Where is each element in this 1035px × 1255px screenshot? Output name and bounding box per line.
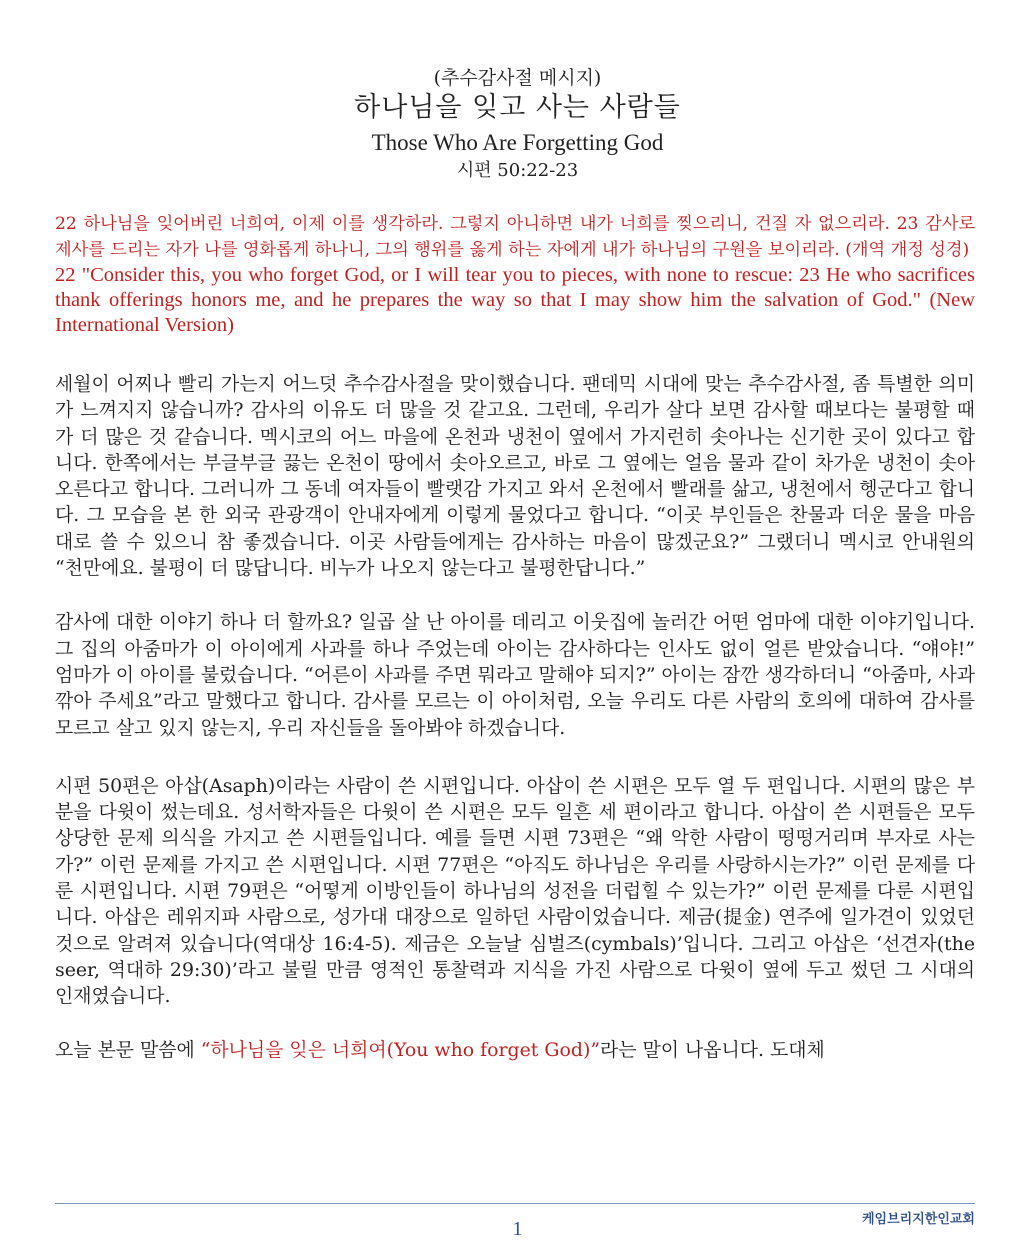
paragraph-3: 시편 50편은 아삽(Asaph)이라는 사람이 쓴 시편입니다. 아삽이 쓴 시편은 모두 열 두 편입니다. 시편의 많은 부분을 다윗이 썼는데요. 성서학자들은 다윗이 쓴 시편은 모두 일흔 세 편이라고 합니다. 아삽이 쓴 시편들은 모두 상당한 문제 의식을 가지고 쓴 시편들입니다. 예를 들면 시편 73편은 “왜 악한 사람이 떵떵거리며 부자로 사는가?” 이런 문제를 가지고 쓴 시편입니다. 시편 77편은 “아직도 하나님은 우리를 사랑하시는가?” 이런 문제를 다룬 시편입니다. 시편 79편은 “어떻게 이방인들이 하나님의 성전을 더럽힐 수 있는가?” 이런 문제를 다룬 시편입니다. 아삽은 레위지파 사람으로, 성가대 대장으로 일하던 사람이었습니다. 제금(提金) 연주에 일가견이 있었던 것으로 알려져 있습니다(역대상 16:4-5). 제금은 오늘날 심벌즈(cymbals)’입니다. 그리고 아삽은 ‘선견자(the seer, 역대하 29:30)’라고 불릴 만큼 영적인 통찰력과 지식을 가진 사람으로 다윗이 옆에 두고 썼던 그 시대의 인재였습니다. <box>55 774 975 1008</box>
sermon-title-english: Those Who Are Forgetting God <box>371 130 664 155</box>
paragraph-1: 세월이 어찌나 빨리 가는지 어느덧 추수감사절을 맞이했습니다. 팬데믹 시대에 맞는 추수감사절, 좀 특별한 의미가 느껴지지 않습니까? 감사의 이유도 더 많을 것 같고요. 그런데, 우리가 살다 보면 감사할 때보다는 불평할 때가 더 많은 것 같습니다. 멕시코의 어느 마을에 온천과 냉천이 옆에서 가지런히 솟아나는 신기한 곳이 있다고 합니다. 한쪽에서는 부글부글 끓는 온천이 땅에서 솟아오르고, 바로 그 옆에는 얼음 물과 같이 차가운 냉천이 솟아오른다고 합니다. 그러니까 그 동네 여자들이 빨랫감 가지고 와서 온천에서 빨래를 삶고, 냉천에서 헹군다고 합니다. 그 모습을 본 한 외국 관광객이 안내자에게 이렇게 물었다고 합니다. “이곳 부인들은 찬물과 더운 물을 마음대로 쓸 수 있으니 참 좋겠습니다. 이곳 사람들에게는 감사하는 마음이 많겠군요?” 그랬더니 멕시코 안내원의 “천만에요. 불평이 더 많답니다. 비누가 나오지 않는다고 불평한답니다.” <box>55 373 975 580</box>
sermon-header <box>0 66 1035 184</box>
sermon-body <box>55 212 975 1063</box>
scripture-reference: 시편 50:22-23 <box>456 160 579 181</box>
scripture-text-korean: 22 하나님을 잊어버린 너희여, 이제 이를 생각하라. 그렇지 아니하면 내가 너희를 찢으리니, 건질 자 없으리라. 23 감사로 제사를 드리는 자가 나를 영화롭게 하나니, 그의 행위를 옳게 하는 자에게 내가 하나님의 구원을 보이리라. (개역 개정 성경) <box>55 214 975 260</box>
page-number: 1 <box>512 1218 523 1240</box>
sermon-title-korean: 하나님을 잊고 사는 사람들 <box>354 92 681 123</box>
scripture-quote-highlight: “하나님을 잊은 너희여(You who forget God)” <box>200 1038 600 1061</box>
sermon-subtitle: (추수감사절 메시지) <box>433 67 602 89</box>
scripture-text-english: 22 "Consider this, you who forget God, or I will tear you to pieces, with none to rescue: 23 He who sacrifices thank offerings honors me, and he prepares the way so that I may show him the salvation of God." (New International Version) <box>55 264 975 336</box>
paragraph-4 <box>55 1037 975 1063</box>
church-name: 케임브리지한인교회 <box>861 1212 975 1227</box>
footer-divider <box>55 1203 975 1204</box>
paragraph-4-lead: 오늘 본문 말씀에 <box>55 1038 201 1061</box>
paragraph-4-tail: 라는 말이 나옵니다. 도대체 <box>599 1038 825 1061</box>
paragraph-2: 감사에 대한 이야기 하나 더 할까요? 일곱 살 난 아이를 데리고 이웃집에 놀러간 어떤 엄마에 대한 이야기입니다. 그 집의 아줌마가 이 아이에게 사과를 하나 주었는데 아이는 감사하다는 인사도 없이 얼른 받았습니다. “얘야!” 엄마가 이 아이를 불렀습니다. “어른이 사과를 주면 뭐라고 말해야 되지?” 아이는 잠깐 생각하더니 “아줌마, 사과 깎아 주세요”라고 말했다고 합니다. 감사를 모르는 이 아이처럼, 오늘 우리도 다른 사람의 호의에 대하여 감사를 모르고 살고 있지 않는지, 우리 자신들을 돌아봐야 하겠습니다. <box>55 611 975 739</box>
